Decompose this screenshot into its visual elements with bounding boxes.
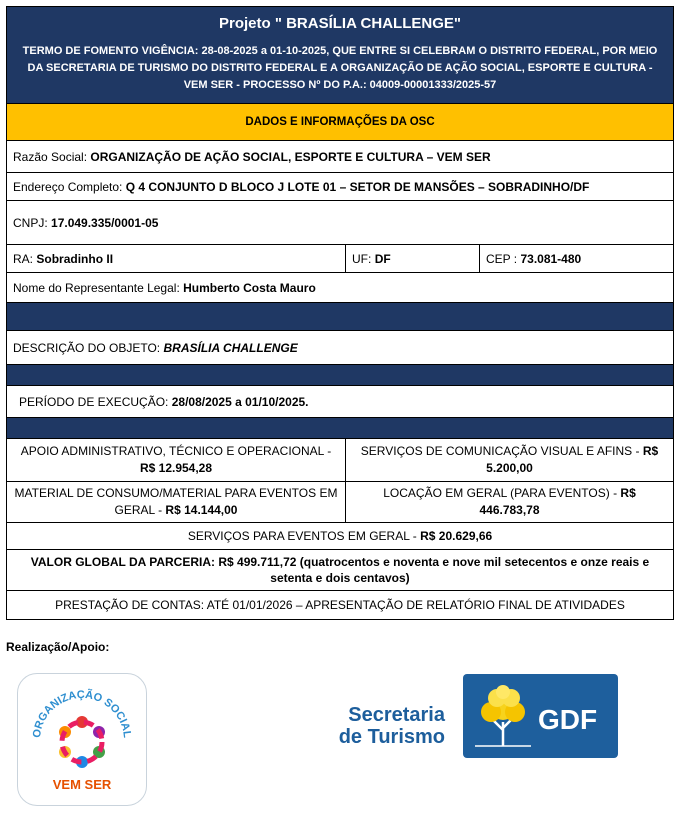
navy-divider	[7, 365, 673, 386]
section-title-osc: DADOS E INFORMAÇÕES DA OSC	[7, 104, 673, 141]
objeto-label: DESCRIÇÃO DO OBJETO:	[13, 340, 161, 355]
locacao-value: R$ 446.783,78	[479, 486, 636, 517]
objeto-row	[7, 331, 673, 365]
ra-value: Sobradinho II	[36, 251, 114, 266]
gdf-text: GDF	[538, 704, 598, 735]
periodo-label: PERÍODO DE EXECUÇÃO:	[19, 394, 169, 409]
representante-value: Humberto Costa Mauro	[183, 280, 316, 295]
navy-divider	[7, 303, 673, 331]
ra-label: RA:	[13, 251, 34, 266]
project-subtitle: TERMO DE FOMENTO VIGÊNCIA: 28-08-2025 a 01-10-2025, QUE ENTRE SI CELEBRAM O DISTRITO FEDERAL, POR MEIO DA SECRETARIA DE TURISMO DO DISTRITO FEDERAL E A ORGANIZAÇÃO DE AÇÃO SOCIAL, ESPORTE E CULTURA - VEM SER - PROCESSO Nº DO P.A.: 04009-00001333/2025-57	[22, 45, 658, 91]
org-logo-bottom-text: VEM SER	[52, 777, 112, 792]
periodo-row	[7, 386, 673, 418]
uf-label: UF:	[352, 251, 372, 266]
uf-value: DF	[374, 251, 391, 266]
cep-label: CEP :	[486, 251, 518, 266]
locacao-label: LOCAÇÃO EM GERAL (PARA EVENTOS) -	[383, 486, 618, 500]
endereco-label: Endereço Completo:	[13, 179, 123, 194]
vem-ser-logo	[17, 673, 147, 806]
secretaria-line2: de Turismo	[338, 726, 445, 748]
cnpj-value: 17.049.335/0001-05	[51, 215, 159, 230]
material-cost	[7, 482, 346, 522]
ra-cell	[7, 245, 346, 272]
material-value: R$ 14.144,00	[165, 503, 238, 517]
uf-cell	[346, 245, 480, 272]
apoio-value: R$ 12.954,28	[139, 461, 213, 475]
location-row	[7, 245, 673, 273]
ipe-tree-icon	[463, 674, 618, 758]
cep-cell	[480, 245, 673, 272]
costs-row-1	[7, 439, 673, 482]
comunicacao-label: SERVIÇOS DE COMUNICAÇÃO VISUAL E AFINS -	[360, 444, 640, 458]
representante-row	[7, 273, 673, 303]
material-label: MATERIAL DE CONSUMO/MATERIAL PARA EVENTOS EM GERAL -	[14, 486, 338, 517]
locacao-cost	[346, 482, 673, 522]
periodo-value: 28/08/2025 a 01/10/2025.	[171, 394, 309, 409]
servicos-value: R$ 20.629,66	[420, 529, 493, 543]
navy-divider	[7, 418, 673, 439]
apoio-label: APOIO ADMINISTRATIVO, TÉCNICO E OPERACIONAL -	[20, 444, 332, 458]
project-title: Projeto " BRASÍLIA CHALLENGE"	[218, 15, 461, 32]
apoio-cost	[7, 439, 346, 481]
comunicacao-cost	[346, 439, 673, 481]
valor-global-value: R$ 499.711,72 (quatrocentos e noventa e nove mil setecentos e onze reais e setenta e dois centavos)	[218, 555, 650, 585]
endereco-row	[7, 173, 673, 201]
servicos-row	[7, 523, 673, 550]
project-document	[6, 6, 674, 620]
cnpj-label: CNPJ:	[13, 215, 48, 230]
prestacao-contas: PRESTAÇÃO DE CONTAS: ATÉ 01/01/2026 – APRESENTAÇÃO DE RELATÓRIO FINAL DE ATIVIDADES	[55, 598, 625, 612]
secretaria-line1: Secretaria	[348, 704, 445, 726]
razao-social-row	[7, 141, 673, 173]
vem-ser-emblem-icon	[18, 674, 146, 805]
representante-label: Nome do Representante Legal:	[13, 280, 180, 295]
prestacao-row	[7, 591, 673, 619]
servicos-label: SERVIÇOS PARA EVENTOS EM GERAL -	[187, 529, 417, 543]
realizacao-label: Realização/Apoio:	[6, 640, 110, 654]
valor-global-label: VALOR GLOBAL DA PARCERIA:	[30, 555, 215, 569]
org-logo-arc-text: ORGANIZAÇÃO SOCIAL	[30, 688, 134, 739]
svg-text:ORGANIZAÇÃO SOCIAL	[31, 688, 133, 739]
comunicacao-value: R$ 5.200,00	[486, 444, 659, 475]
razao-social-value: ORGANIZAÇÃO DE AÇÃO SOCIAL, ESPORTE E CULTURA – VEM SER	[90, 149, 491, 164]
cnpj-row	[7, 201, 673, 245]
gdf-logo	[463, 674, 618, 758]
valor-global-row	[7, 550, 673, 591]
objeto-value: BRASÍLIA CHALLENGE	[163, 340, 298, 355]
cep-value: 73.081-480	[520, 251, 582, 266]
costs-row-2	[7, 482, 673, 523]
endereco-value: Q 4 CONJUNTO D BLOCO J LOTE 01 – SETOR DE MANSÕES – SOBRADINHO/DF	[125, 179, 590, 194]
razao-social-label: Razão Social:	[13, 149, 88, 164]
document-header	[7, 7, 673, 104]
secretaria-turismo-logo	[333, 704, 445, 748]
